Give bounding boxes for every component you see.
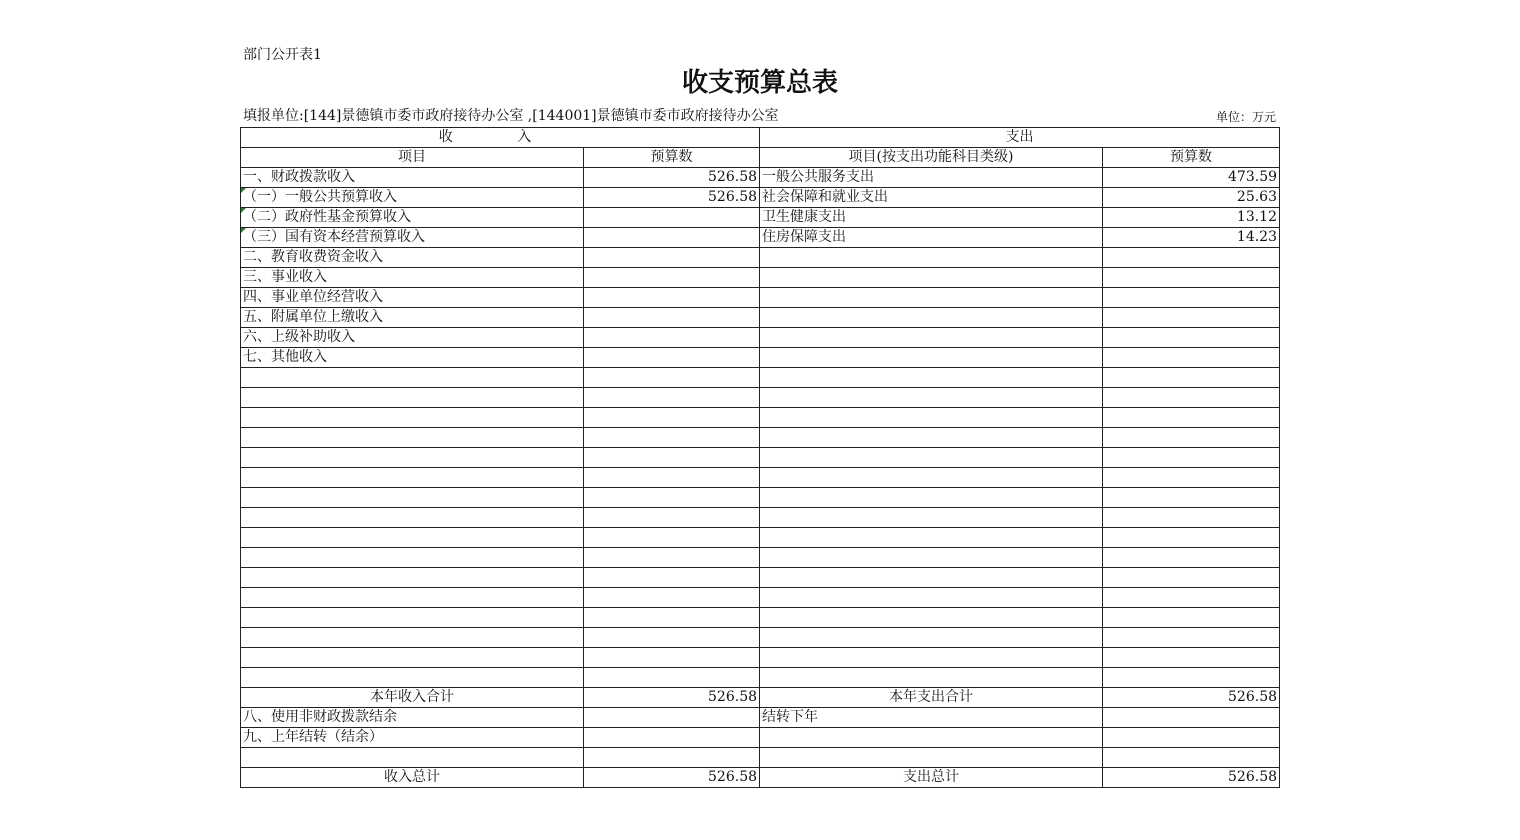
expense-amount: 14.23 (1103, 228, 1280, 248)
expense-item: 一般公共服务支出 (760, 168, 1103, 188)
expense-amount (1103, 348, 1280, 368)
expense-item (760, 328, 1103, 348)
income-amount (584, 308, 760, 328)
expense-item (760, 248, 1103, 268)
income-amount (584, 348, 760, 368)
table-row (241, 248, 1280, 268)
expense-item (760, 288, 1103, 308)
empty-row (241, 588, 1280, 608)
income-item-header: 项目 (241, 148, 584, 168)
grand-total-row (241, 768, 1280, 788)
table-row (241, 188, 1280, 208)
income-item: 七、其他收入 (241, 348, 584, 368)
budget-table (240, 127, 1280, 788)
income-item: （二）政府性基金预算收入 (241, 208, 584, 228)
income-amount: 526.58 (584, 168, 760, 188)
page-title: 收支预算总表 (681, 68, 838, 98)
expense-item: 住房保障支出 (760, 228, 1103, 248)
table-row (241, 728, 1280, 748)
table-row (241, 208, 1280, 228)
table-row (241, 708, 1280, 728)
empty-row (241, 448, 1280, 468)
income-amount (584, 268, 760, 288)
expense-amount-header: 预算数 (1103, 148, 1280, 168)
income-amount: 526.58 (584, 188, 760, 208)
total-income-amount: 526.58 (584, 768, 760, 788)
income-item: 五、附属单位上缴收入 (241, 308, 584, 328)
year-income-label: 本年收入合计 (241, 688, 584, 708)
expense-amount (1103, 328, 1280, 348)
table-row (241, 168, 1280, 188)
column-header-row (241, 148, 1280, 168)
income-item: 一、财政拨款收入 (241, 168, 584, 188)
income-amount (584, 288, 760, 308)
empty-row (241, 748, 1280, 768)
income-item: 六、上级补助收入 (241, 328, 584, 348)
prior-year-carryover-label: 九、上年结转（结余） (241, 728, 584, 748)
empty-row (241, 428, 1280, 448)
expense-item: 社会保障和就业支出 (760, 188, 1103, 208)
empty-row (241, 568, 1280, 588)
year-expense-label: 本年支出合计 (760, 688, 1103, 708)
income-amount (584, 248, 760, 268)
income-amount (584, 328, 760, 348)
expense-item-header: 项目(按支出功能科目类级) (760, 148, 1103, 168)
empty-row (241, 548, 1280, 568)
empty-row (241, 528, 1280, 548)
empty-row (241, 628, 1280, 648)
expense-item (760, 268, 1103, 288)
group-header-row (241, 128, 1280, 148)
table-row (241, 228, 1280, 248)
carry-forward-label: 结转下年 (760, 708, 1103, 728)
total-income-label: 收入总计 (241, 768, 584, 788)
empty-row (241, 488, 1280, 508)
income-item: （三）国有资本经营预算收入 (241, 228, 584, 248)
expense-amount: 13.12 (1103, 208, 1280, 228)
non-fiscal-balance-label: 八、使用非财政拨款结余 (241, 708, 584, 728)
year-income-amount: 526.58 (584, 688, 760, 708)
expense-amount (1103, 308, 1280, 328)
table-row (241, 328, 1280, 348)
table-row (241, 268, 1280, 288)
income-item: 二、教育收费资金收入 (241, 248, 584, 268)
income-item: （一）一般公共预算收入 (241, 188, 584, 208)
expense-item: 卫生健康支出 (760, 208, 1103, 228)
empty-row (241, 468, 1280, 488)
expense-amount (1103, 248, 1280, 268)
expense-item (760, 348, 1103, 368)
expense-item (760, 308, 1103, 328)
empty-row (241, 608, 1280, 628)
empty-row (241, 508, 1280, 528)
total-expense-amount: 526.58 (1103, 768, 1280, 788)
table-row (241, 308, 1280, 328)
total-expense-label: 支出总计 (760, 768, 1103, 788)
unit-label: 单位：万元 (1215, 110, 1276, 124)
income-item: 三、事业收入 (241, 268, 584, 288)
income-amount (584, 208, 760, 228)
empty-row (241, 668, 1280, 688)
filling-unit: 填报单位:[144]景德镇市委市政府接待办公室 ,[144001]景德镇市委市政府接待办公室 (243, 108, 779, 124)
income-item: 四、事业单位经营收入 (241, 288, 584, 308)
income-amount (584, 228, 760, 248)
empty-row (241, 648, 1280, 668)
table-row (241, 288, 1280, 308)
income-group-header: 收 入 (241, 128, 760, 148)
income-amount-header: 预算数 (584, 148, 760, 168)
empty-row (241, 368, 1280, 388)
empty-row (241, 408, 1280, 428)
table-row (241, 348, 1280, 368)
expense-amount: 25.63 (1103, 188, 1280, 208)
year-total-row (241, 688, 1280, 708)
year-expense-amount: 526.58 (1103, 688, 1280, 708)
expense-amount: 473.59 (1103, 168, 1280, 188)
document-tag: 部门公开表1 (243, 47, 322, 63)
expense-amount (1103, 268, 1280, 288)
empty-row (241, 388, 1280, 408)
expense-group-header: 支出 (760, 128, 1280, 148)
expense-amount (1103, 288, 1280, 308)
